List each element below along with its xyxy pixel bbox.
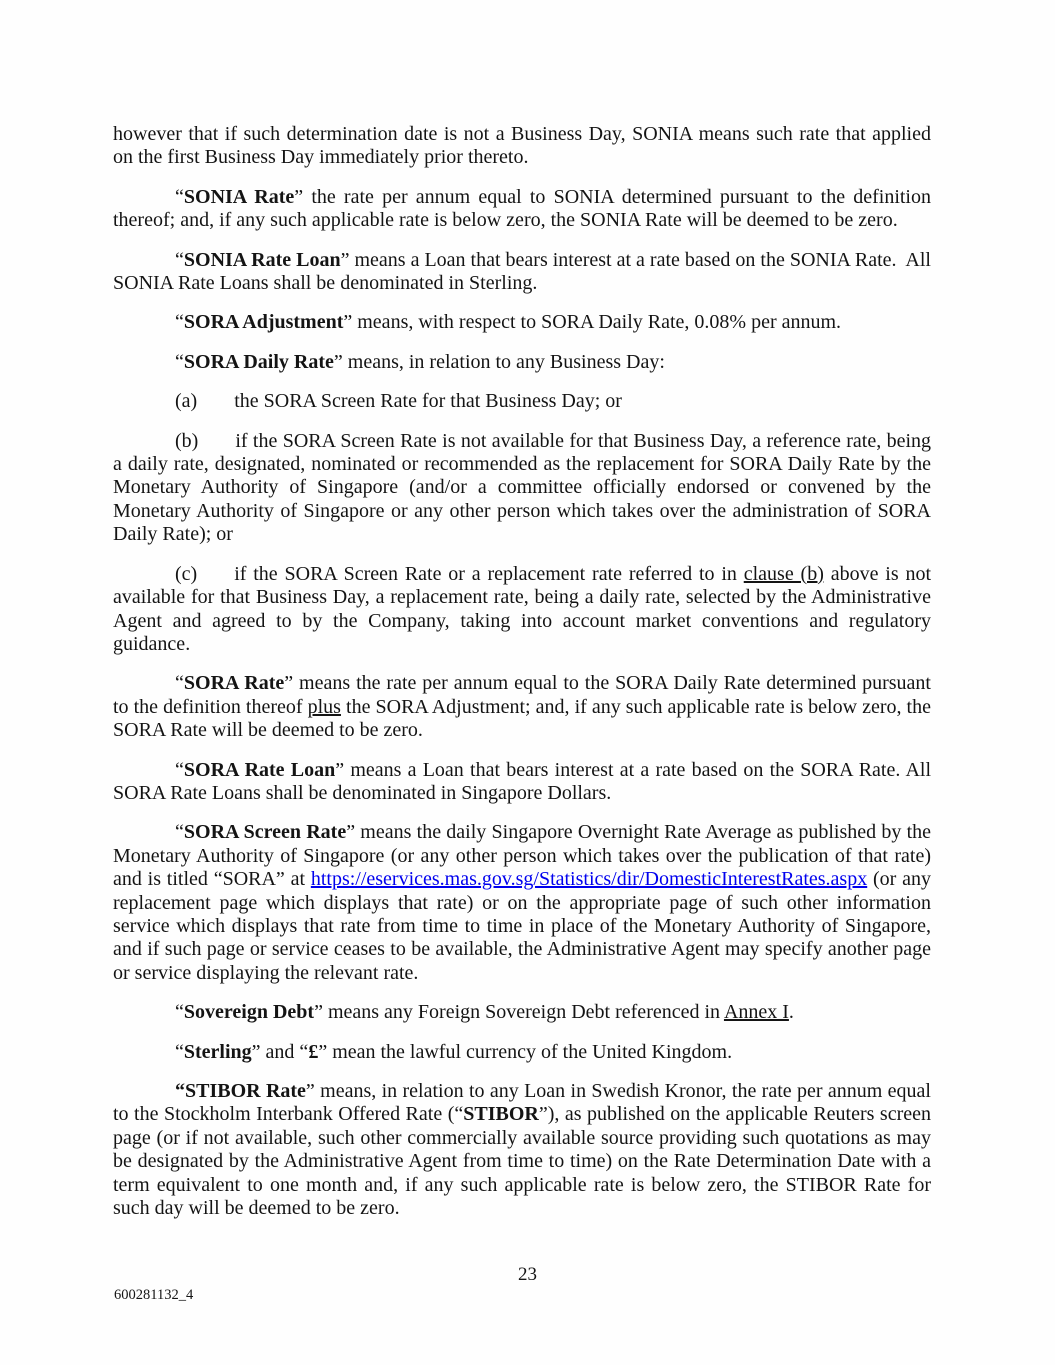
text-run: “ <box>175 821 184 844</box>
document-id-footer: 600281132_4 <box>114 1287 194 1303</box>
page-number: 23 <box>518 1264 537 1285</box>
defined-term: Sovereign Debt <box>183 1001 315 1024</box>
defined-term: SORA Screen Rate <box>183 821 347 844</box>
text-run: the SORA Screen Rate for that Business Day; or <box>234 390 622 413</box>
defined-term: “STIBOR Rate <box>175 1080 306 1102</box>
paragraph <box>113 672 931 742</box>
defined-term: SONIA Rate Loan <box>183 248 341 271</box>
text-run: ” the rate per annum equal to SONIA determined pursuant to the definition thereof; and, if any such applicable rate is below zero, the SONIA Rate will be deemed to be zero. <box>113 185 931 232</box>
underlined-reference: clause (b) <box>743 562 824 585</box>
text-run: however that if such determination date is not a Business Day, SONIA means such rate that applied on the first Business Day immediately prior thereto. <box>113 123 931 169</box>
paragraph <box>113 821 931 985</box>
text-run: “ <box>175 311 184 334</box>
text-run: ” mean the lawful currency of the United Kingdom. <box>318 1040 733 1063</box>
defined-term: Sterling <box>183 1040 252 1063</box>
paragraph <box>113 1001 931 1024</box>
text-run: ” and “ <box>251 1040 309 1063</box>
text-run: ” means, with respect to SORA Daily Rate, 0.08% per annum. <box>343 311 842 334</box>
defined-term: STIBOR <box>463 1103 539 1126</box>
text-run: “ <box>175 1040 184 1063</box>
text-run: “ <box>175 758 184 781</box>
text-run: “ <box>175 350 184 373</box>
paragraph <box>113 759 931 806</box>
paragraph <box>113 1080 931 1220</box>
defined-term: SORA Daily Rate <box>183 350 334 373</box>
document-body <box>113 123 931 1236</box>
defined-term: SORA Adjustment <box>183 311 344 334</box>
paragraph <box>113 123 931 170</box>
text-run: ” means a Loan that bears interest at a rate based on the SONIA Rate. All SONIA Rate Loans shall be denominated in Sterling. <box>113 248 931 295</box>
text-run: “ <box>175 672 184 695</box>
text-run: (b) <box>175 429 199 452</box>
text-run: if the SORA Screen Rate or a replacement rate referred to in <box>234 562 744 585</box>
paragraph <box>113 186 931 233</box>
defined-term: SONIA Rate <box>183 185 295 208</box>
defined-term: SORA Rate <box>183 672 285 695</box>
text-run: the SORA Adjustment; and, if any such applicable rate is below zero, the SORA Rate will be deemed to be zero. <box>113 695 931 742</box>
text-run: (c) <box>175 562 198 585</box>
text-run: if the SORA Screen Rate is not available for that Business Day, a reference rate, being a daily rate, designated, nominated or recommended as the replacement for SORA Daily Rate by the Monetary Authority of Singapore (and/or a committee officially endorsed or convened by the Monetary Authority of Singapore or any other person which takes over the administration of SORA Daily Rate); or <box>113 429 931 546</box>
paragraph <box>113 1041 931 1064</box>
paragraph <box>113 563 931 657</box>
text-run: ” means, in relation to any Loan in Swedish Kronor, the rate per annum equal to the Stockholm Interbank Offered Rate (“ <box>113 1080 931 1126</box>
text-run: (or any replacement page which displays that rate) or on the appropriate page of such other information service which displays that rate from time to time in place of the Monetary Authority of Singapore, and if such page or service ceases to be available, the Administrative Agent may specify another page or service displaying the relevant rate. <box>113 868 932 984</box>
text-run: ”), as published on the applicable Reuters screen page (or if not available, such other commercially available source providing such quotations as may be designated by the Administrative Agent from time to time) on the Rate Determination Date with a term equivalent to one month and, if any such applicable rate is below zero, the STIBOR Rate for such day will be deemed to be zero. <box>113 1103 932 1220</box>
paragraph <box>113 430 931 547</box>
text-run: ” means a Loan that bears interest at a rate based on the SORA Rate. All SORA Rate Loans shall be denominated in Singapore Dollars. <box>113 758 932 804</box>
paragraph <box>113 311 931 334</box>
underlined-reference: Annex I <box>723 1001 789 1024</box>
text-run: ” means any Foreign Sovereign Debt referenced in <box>314 1001 724 1024</box>
text-run: . <box>788 1001 794 1024</box>
text-run: (a) <box>175 390 198 413</box>
text-run: above is not available for that Business Day, a replacement rate, being a daily rate, selected by the Administrative Agent and agreed to by the Company, taking into account market conventions and regulatory guidance. <box>113 562 931 655</box>
defined-term: £ <box>308 1040 319 1063</box>
text-run: ” means the rate per annum equal to the SORA Daily Rate determined pursuant to the definition thereof <box>113 672 931 718</box>
underlined-reference: plus <box>307 695 341 718</box>
mas-statistics-link[interactable]: https://eservices.mas.gov.sg/Statistics/dir/DomesticInterestRates.aspx <box>310 868 868 891</box>
paragraph <box>113 249 931 296</box>
text-run: “ <box>175 1001 184 1024</box>
text-run: “ <box>175 248 184 271</box>
text-run: “ <box>175 185 184 208</box>
paragraph <box>113 390 931 413</box>
text-run: ” means the daily Singapore Overnight Rate Average as published by the Monetary Authority of Singapore (or any other person which takes over the publication of that rate) and is titled “SORA” at <box>113 821 932 891</box>
paragraph <box>113 351 931 374</box>
defined-term: SORA Rate Loan <box>183 758 336 781</box>
text-run: ” means, in relation to any Business Day: <box>333 350 665 373</box>
